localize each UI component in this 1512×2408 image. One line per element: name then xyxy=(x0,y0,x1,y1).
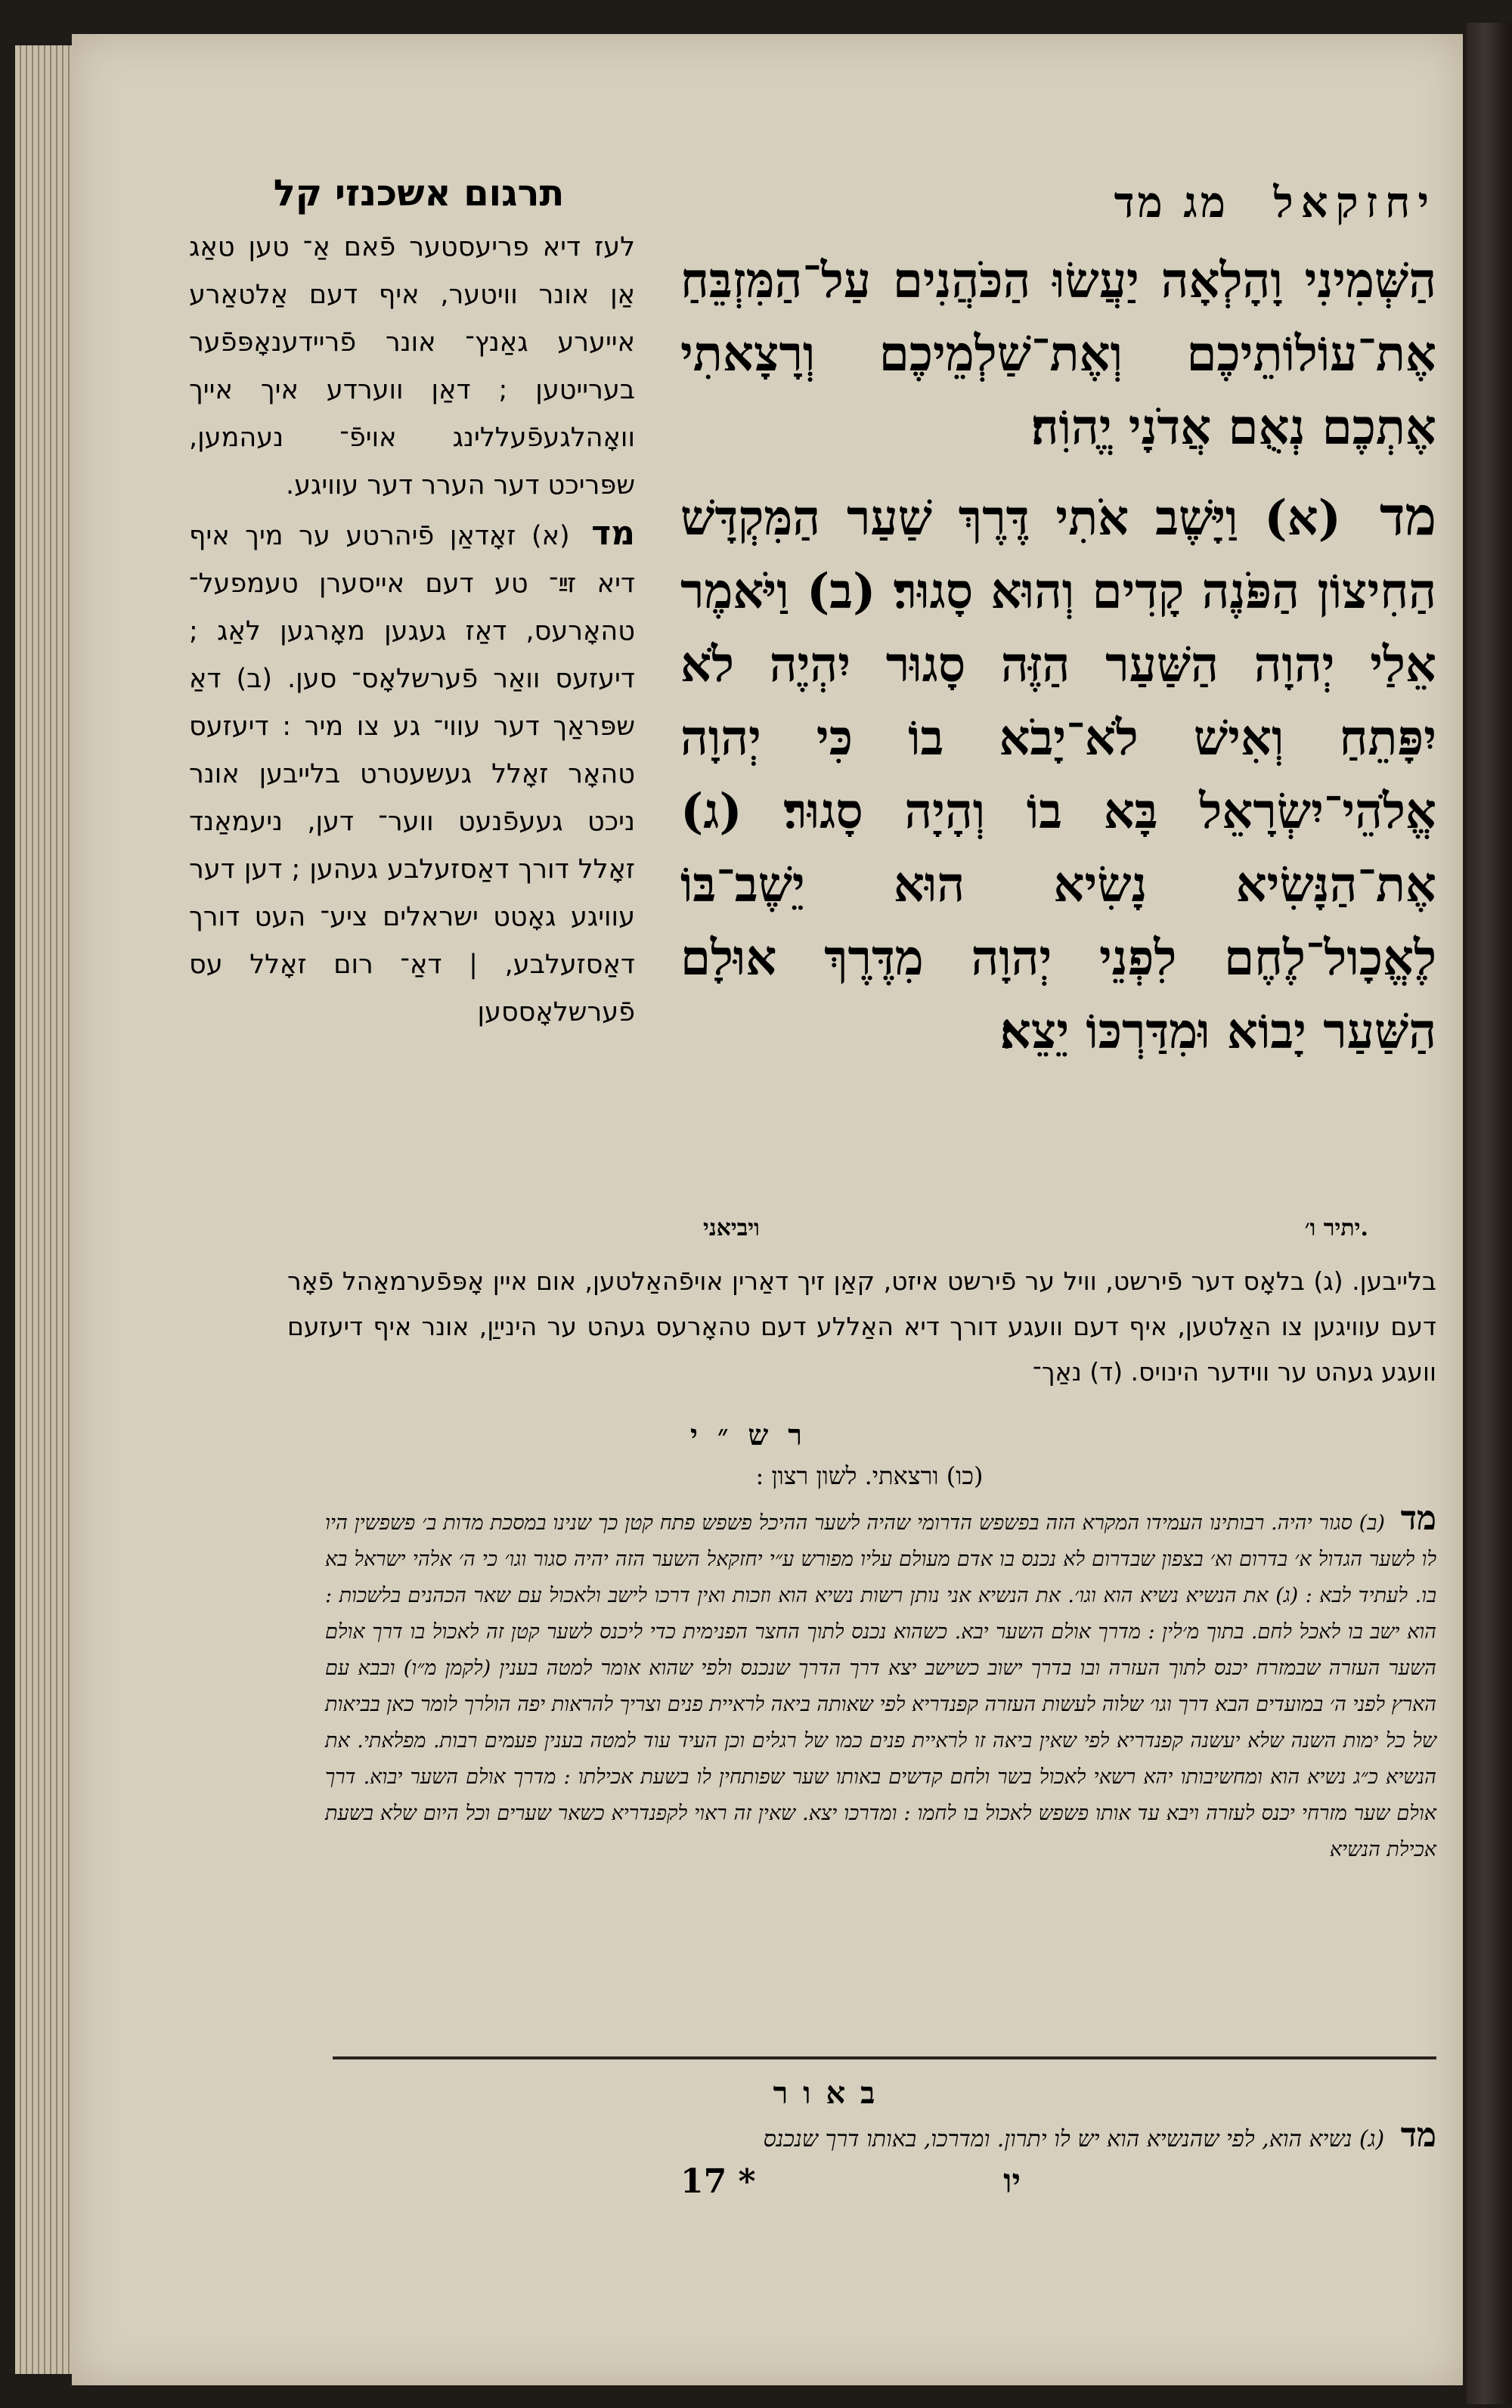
translation-verse xyxy=(189,510,635,1037)
section-divider xyxy=(333,2056,1436,2059)
translation-verse-intro: לעז דיא פריעסטער פֿאם אַ־ טען טאַג אַן אונר וויטער, איף דעם אַלטאַרע אייערע גאַנץ־ אונר פֿריידענאָפּפֿער בערייטען ; דאַן ווערדע איך אייך וואָהלגעפֿעללינג אויפֿ־ נעהמען, שפּריכט דער הערר דער עוויגע. xyxy=(189,232,635,501)
page-number: 17 * xyxy=(680,2162,756,2201)
translation-continuation: בלייבען. (ג) בלאָס דער פֿירשט, וויל ער פֿירשט איזט, קאַן זיך דאַרין אויפֿהאַלטען, אום איין אָפּפֿערמאַהל פֿאָר דעם עוויגען צו האַלטען, איף דעם וועגע דורך דיא האַללע דעם טהאָרעס געהט ער הינייַן, אונר איף דיעזעם וועגע געהט ער ווידער הינויס. (ד) נאַך־ xyxy=(287,1266,1436,1387)
signature-mark: יו xyxy=(1003,2162,1021,2201)
biur-title: באור xyxy=(773,2075,891,2111)
page-footer xyxy=(680,2162,1021,2201)
chapter-verse-range: מג מד xyxy=(1114,178,1228,228)
book-spine xyxy=(1467,23,1512,2404)
hebrew-verses-44-1-3: (א) וַיָּשֶׁב אֹתִי דֶּרֶךְ שַׁעַר הַמִּקְדָּשׁ הַחִיצוֹן הַפֹּנֶה קָדִים וְהוּא סָגוּר׃ (ב) וַיֹּאמֶר אֵלַי יְהוָה הַשַּׁעַר הַזֶּה סָגוּר יִהְיֶה לֹא יִפָּתֵחַ וְאִישׁ לֹא־יָבֹא בוֹ כִּי יְהוָה אֱלֹהֵי־יִשְׂרָאֵל בָּא בוֹ וְהָיָה סָגוּר׃ (ג) אֶת־הַנָּשִׂיא נָשִׂיא הוּא יֵשֶׁב־בּוֹ לֶאֱכָול־לֶחֶם לִפְנֵי יְהוָה מִדֶּרֶךְ אוּלָם הַשַּׁעַר יָבוֹא וּמִדַּרְכּוֹ יֵצֵא׃ xyxy=(680,490,1436,1060)
rashi-text: (ב) סגור יהיה. רבותינו העמידו המקרא הזה בפשפש הדרומי שהיה לשער ההיכל פשפש פתח קטן כך שנינו במסכת מדות ב׳ פשפשין היו לו לשער הגדול א׳ בדרום וא׳ בצפון שבדרום לא נכנס בו אדם מעולם עליו מפורש ע״י יחזקאל השער הזה יהיה סגור וגו׳ כי ה׳ אלהי ישראל בא בו. לעתיד לבא : (ג) את הנשיא נשיא הוא וגו׳. את הנשיא אני נותן רשות נשיא הוא וזכות ואין דרכו לישב ולאכול עם שאר הכהנים בלשכות : הוא ישב בו לאכל לחם. בתוך מ׳לין : מדרך אולם השער יבא. כשהוא נכנס לתוך החצר הפנימית כדי ליכנס לשער קטן זה לאכול בו דרך אולם השער העזרה שבמזרח יכנס לתוך העזרה ובו בדרך ישוב כשישב יצא דרך הדרך שנכנס ולפי שהוא אומר למטה בענין (לקמן מ״ו) ובבא עם הארץ לפני ה׳ במועדים הבא דרך וגו׳ שלוה לעשות העזרה קפנדריא לפי שאותה ביאה לראיית פנים וצריך להראות יפה הולרך לומר כאן בביאות של כל ימות השנה שלא יעשנה קפנדריא לפי שאין ביאה זו לראיית פנים כמו של רגלים וכן העיד עוד למטה בענין פעמים רבות. מפלאתי. את הנשיא כ״ג נשיא הוא ומחשיבותו יהא רשאי לאכול בשר ולחם קדשים באותו שער שפותחין לו בשעת אכילתו : מדרך אולם השער יבוא. דרך אולם שער מזרחי יכנס לעזרה ויבא עד אותו פשפש לאכול בו לחמו : ומדרכו יצא. שאין זה ראוי לקפנדריא כשאר שערים וכל היום שלא בשעת אכילת הנשיא xyxy=(325,1511,1436,1861)
page-edges xyxy=(15,45,76,2374)
translation-folio: קל xyxy=(273,172,323,215)
translation-chapter-label: מד xyxy=(591,514,635,553)
running-head xyxy=(680,166,1436,240)
hebrew-column xyxy=(680,166,1436,1068)
rashi-chapter-label: מד xyxy=(1400,1499,1436,1538)
hebrew-chapter-44 xyxy=(680,479,1436,1068)
translation-column xyxy=(189,170,635,1037)
biur-chapter-label: מד xyxy=(1400,2116,1436,2155)
rashi-commentary xyxy=(325,1501,1436,1868)
book-title: יחזקאל xyxy=(1273,178,1436,228)
masorah-notes xyxy=(703,1215,1368,1241)
translation-verse-number: (א) xyxy=(531,521,570,551)
hebrew-chapter-label: מד xyxy=(1379,485,1437,547)
rashi-heading: (כו) ורצאתי. לשון רצון : xyxy=(755,1461,984,1490)
translation-verse-text: זאָדאַן פֿיהרטע ער מיך איף דיא זײַ־ טע דעם אייסערן טעמפעל־ טהאָרעס, דאַז געגען מאָרגען לאַג ; דיעזעס וואַר פֿערשלאָס־ סען. (ב) דאַ שפּראַך דער עווי־ גע צו מיר : דיעזעס טהאָר זאָלל געשעטרט בלייבען אונר ניכט געעפֿנעט ווער־ דען, ניעמאַנד זאָלל דורך דאַסזעלבע געהען ; דען דער עוויגע גאָטט ישראלים ציע־ העט דורך דאַסזעלבע, | דאַ־ רום זאָלל עס פֿערשלאָססען xyxy=(189,521,635,1027)
masorah-note-left: ויביאני xyxy=(703,1215,760,1241)
rashi-title: רש״י xyxy=(690,1418,822,1452)
translation-header xyxy=(189,170,635,218)
masorah-note-right: יתיר ו׳. xyxy=(1304,1215,1368,1241)
biur-commentary xyxy=(333,2117,1436,2159)
translation-title: תרגום אשכנזי xyxy=(334,172,565,215)
biur-text: (ג) נשיא הוא, לפי שהנשיא הוא יש לו יתרון. ומדרכו, באותו דרך שנכנס xyxy=(763,2126,1385,2152)
hebrew-verse-43-27: הַשְּׁמִינִי וָהָלְאָה יַעֲשׂוּ הַכֹּהֲנִים עַל־הַמִּזְבֵּחַ אֶת־עוֹלוֹתֵיכֶם וְאֶת־שַׁלְמֵיכֶם וְרָצָאתִי אֶתְכֶם נְאֻם אֲדֹנָי יֱהוִֹה׃ xyxy=(680,253,1436,456)
